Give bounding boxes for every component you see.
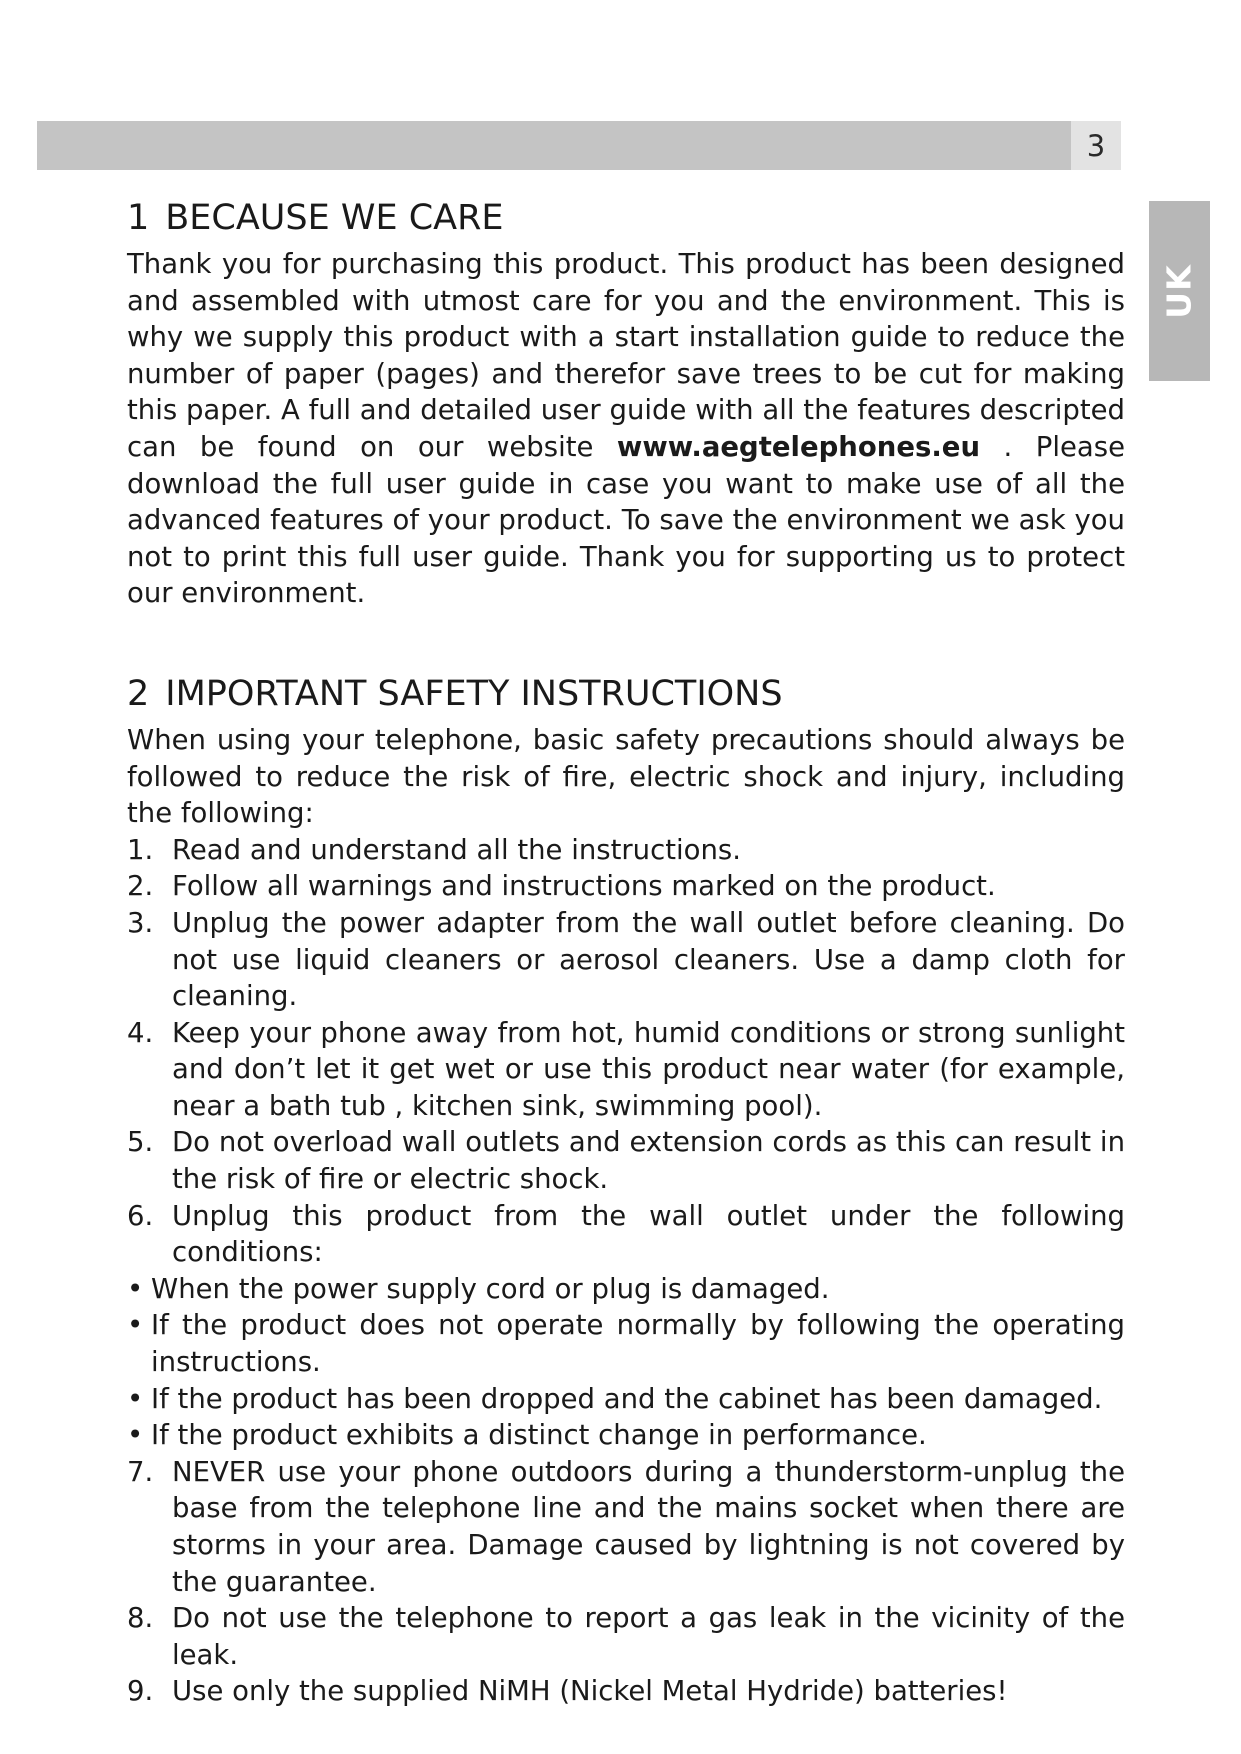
list-item [127,832,1125,869]
list-item-text: Do not overload wall outlets and extension cords as this can result in the risk of fire or electric shock. [172,1126,1125,1196]
list-item-text: Read and understand all the instructions. [172,833,741,866]
list-item-number: 2. [127,870,154,903]
list-item [127,1124,1125,1197]
section-1-text-before: Thank you for purchasing this product. This product has been designed and assembled with utmost care for you and the environment. This is why we supply this product with a start installation guide to reduce the number of paper (pages) and therefor save trees to be cut for making this paper. A full and detailed user guide with all the features descripted can be found on our website [127,248,1125,463]
language-tab [1149,201,1210,381]
list-item [127,1198,1125,1271]
list-item [127,868,1125,905]
bullet-dot: • [127,1419,144,1452]
list-item-text: Do not use the telephone to report a gas leak in the vicinity of the leak. [172,1602,1125,1671]
list-item-number: 4. [127,1016,154,1049]
list-item [127,1600,1125,1673]
bullet-text: If the product does not operate normally by following the operating instructions. [151,1309,1125,1379]
list-item-number: 6. [127,1199,154,1232]
header-bar [37,121,1071,170]
section-2-heading [127,666,1125,722]
bullet-item [127,1417,1125,1454]
bullet-text: If the product has been dropped and the cabinet has been damaged. [151,1382,1103,1415]
list-item-number: 8. [127,1602,154,1635]
section-1-paragraph [127,246,1125,612]
section-1-text-after: . Please download the full user guide in case you want to make use of all the advanced features of your product. To save the environment we ask you not to print this full user guide. Thank you for supporting us to protect our environment. [127,430,1126,610]
list-item-text: Keep your phone away from hot, humid conditions or strong sunlight and don’t let it get wet or use this product near water (for example, near a bath tub , kitchen sink, swimming pool). [172,1016,1125,1122]
list-item-text: NEVER use your phone outdoors during a thunderstorm-unplug the base from the telephone line and the mains socket when there are storms in your area. Damage caused by lightning is not covered by the guarantee. [172,1455,1125,1598]
list-item-number: 3. [127,906,154,939]
list-item-number: 7. [127,1455,154,1488]
section-1-number: 1 [127,198,150,238]
section-2-number: 2 [127,673,150,714]
list-item-text: Use only the supplied NiMH (Nickel Metal Hydride) batteries! [172,1675,1008,1708]
section-2-intro: When using your telephone, basic safety precautions should always be followed to reduce the risk of fire, electric shock and injury, including the following: [127,723,1125,830]
list-item-number: 5. [127,1126,154,1159]
list-item [127,905,1125,1015]
section-1-heading [127,190,1125,246]
bullet-dot: • [127,1309,144,1342]
list-item-text: Unplug this product from the wall outlet under the following conditions: [172,1199,1125,1269]
bullet-text: When the power supply cord or plug is damaged. [151,1272,830,1305]
list-item-number: 9. [127,1675,154,1708]
page-number: 3 [1071,121,1121,170]
bullet-text: If the product exhibits a distinct change in performance. [151,1419,927,1452]
section-2-title: IMPORTANT SAFETY INSTRUCTIONS [165,673,783,714]
bullet-item [127,1271,1125,1308]
page-content [127,190,1125,1710]
bullet-item [127,1307,1125,1380]
list-item [127,1454,1125,1600]
bullet-item [127,1381,1125,1418]
bullet-dot: • [127,1272,144,1305]
list-item [127,1673,1125,1710]
website-link[interactable]: www.aegtelephones.eu [616,430,981,463]
safety-list [127,832,1125,1710]
list-item-text: Unplug the power adapter from the wall outlet before cleaning. Do not use liquid cleaners or aerosol cleaners. Use a damp cloth for cleaning. [172,906,1125,1013]
bullet-dot: • [127,1382,144,1415]
list-item-number: 1. [127,833,154,866]
list-item [127,1015,1125,1125]
list-item-text: Follow all warnings and instructions marked on the product. [172,870,996,903]
section-1-title: BECAUSE WE CARE [165,198,504,238]
language-tab-label: UK [1160,263,1199,319]
